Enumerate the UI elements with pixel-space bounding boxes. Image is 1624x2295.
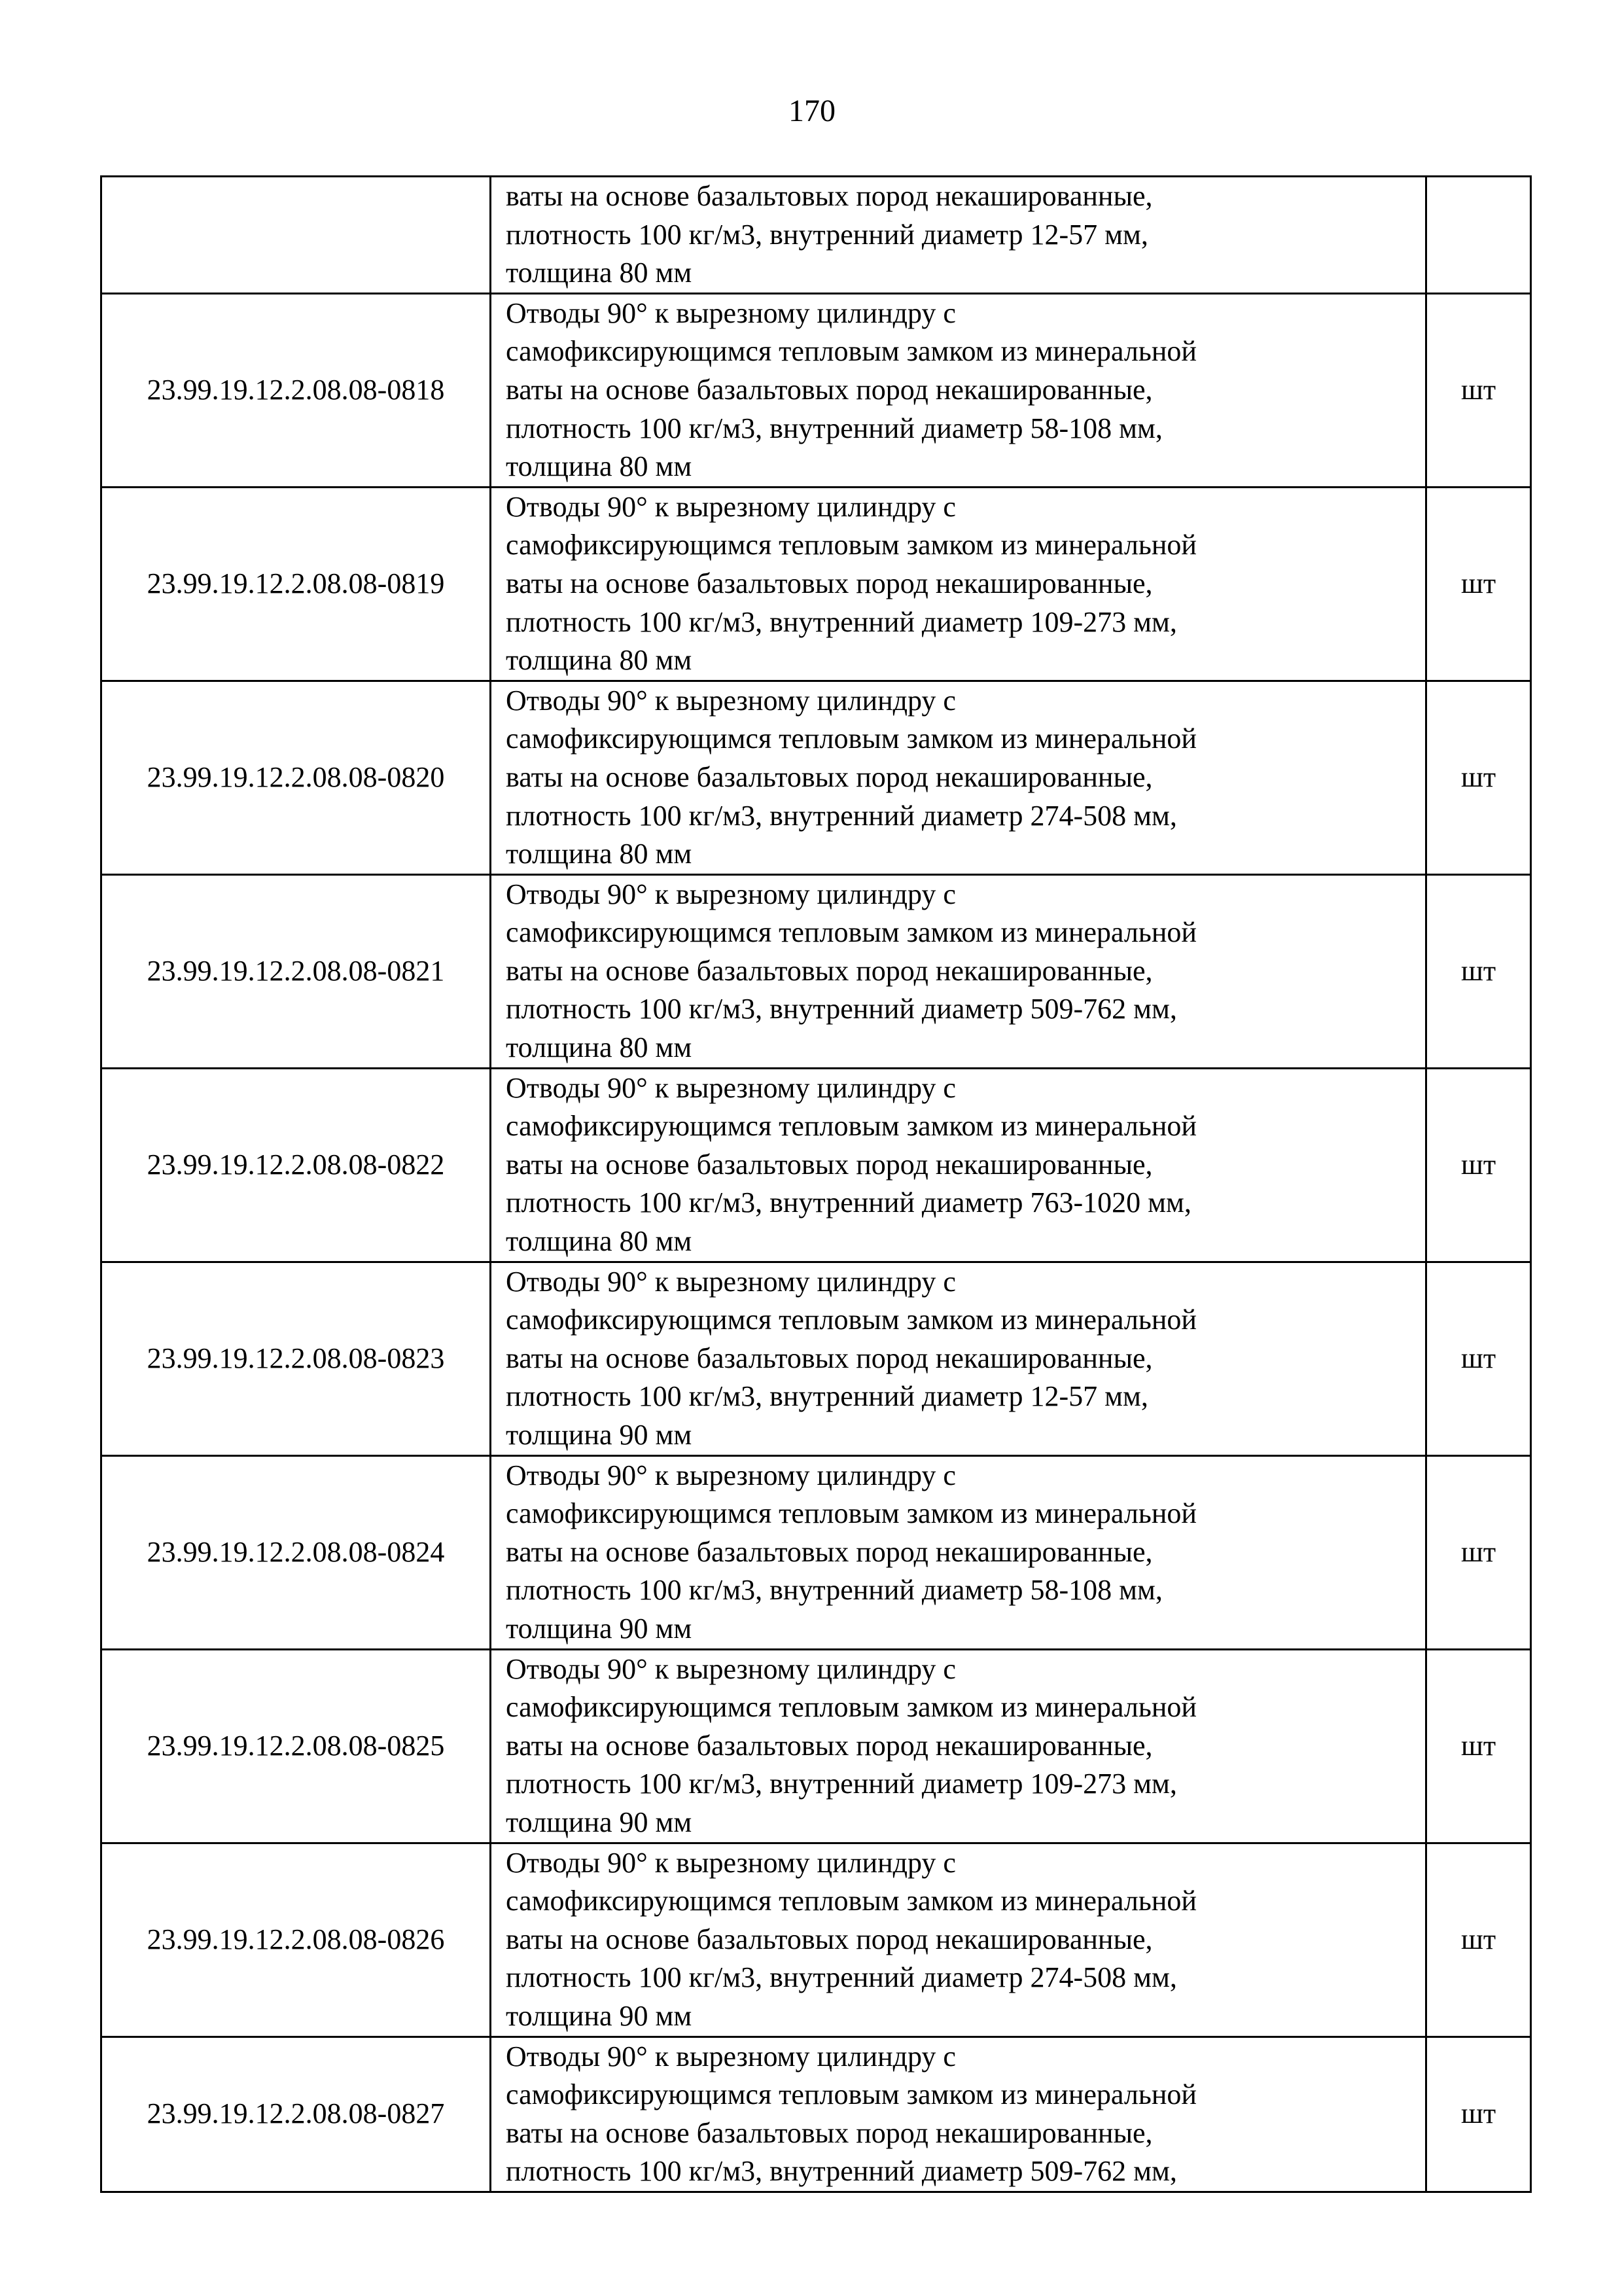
resource-code-cell: 23.99.19.12.2.08.08-0825 <box>101 1649 491 1843</box>
description-line: самофиксирующимся тепловым замком из минеральной <box>506 1304 1197 1336</box>
unit-cell: шт <box>1426 1455 1531 1649</box>
resource-description-cell <box>491 874 1426 1068</box>
description-line: толщина 90 мм <box>506 1419 692 1451</box>
description-line: толщина 90 мм <box>506 1806 692 1838</box>
description-line: ваты на основе базальтовых пород некашированные, <box>506 1535 1153 1568</box>
description-line: плотность 100 кг/м3, внутренний диаметр 509-762 мм, <box>506 2155 1177 2188</box>
description-line: самофиксирующимся тепловым замком из минеральной <box>506 1885 1197 1917</box>
resource-description-cell <box>491 177 1426 294</box>
description-line: ваты на основе базальтовых пород некашированные, <box>506 1342 1153 1374</box>
description-line: толщина 80 мм <box>506 450 692 483</box>
resource-description-cell <box>491 1843 1426 2037</box>
description-line: толщина 90 мм <box>506 1612 692 1645</box>
description-line: плотность 100 кг/м3, внутренний диаметр 58-108 мм, <box>506 412 1163 444</box>
description-line: Отводы 90° к вырезному цилиндру с <box>506 296 956 329</box>
table-row <box>101 1068 1531 1262</box>
unit-cell: шт <box>1426 1262 1531 1455</box>
description-line: плотность 100 кг/м3, внутренний диаметр 109-273 мм, <box>506 605 1177 638</box>
unit-cell <box>1426 177 1531 294</box>
unit-cell: шт <box>1426 1649 1531 1843</box>
description-line: Отводы 90° к вырезному цилиндру с <box>506 2040 956 2073</box>
description-line: самофиксирующимся тепловым замком из минеральной <box>506 335 1197 368</box>
description-line: ваты на основе базальтовых пород некашированные, <box>506 954 1153 987</box>
description-line: плотность 100 кг/м3, внутренний диаметр 763-1020 мм, <box>506 1186 1192 1219</box>
resource-code-cell: 23.99.19.12.2.08.08-0823 <box>101 1262 491 1455</box>
description-line: толщина 80 мм <box>506 1031 692 1064</box>
description-line: ваты на основе базальтовых пород некашированные, <box>506 760 1153 793</box>
description-line: Отводы 90° к вырезному цилиндру с <box>506 878 956 910</box>
description-line: ваты на основе базальтовых пород некашированные, <box>506 180 1153 212</box>
description-line: ваты на основе базальтовых пород некашированные, <box>506 1148 1153 1181</box>
table-row <box>101 2037 1531 2192</box>
table-row <box>101 681 1531 874</box>
unit-cell: шт <box>1426 293 1531 487</box>
table-row <box>101 293 1531 487</box>
unit-cell: шт <box>1426 1843 1531 2037</box>
resource-code-cell: 23.99.19.12.2.08.08-0821 <box>101 874 491 1068</box>
description-line: Отводы 90° к вырезному цилиндру с <box>506 490 956 523</box>
resource-description-cell <box>491 1455 1426 1649</box>
description-line: самофиксирующимся тепловым замком из минеральной <box>506 1497 1197 1530</box>
page-number: 170 <box>788 94 836 128</box>
table-row <box>101 874 1531 1068</box>
unit-cell: шт <box>1426 2037 1531 2192</box>
resource-description-cell <box>491 2037 1426 2192</box>
description-line: самофиксирующимся тепловым замком из минеральной <box>506 1110 1197 1143</box>
table-row <box>101 177 1531 294</box>
description-line: Отводы 90° к вырезному цилиндру с <box>506 1846 956 1879</box>
description-line: Отводы 90° к вырезному цилиндру с <box>506 1459 956 1491</box>
description-line: самофиксирующимся тепловым замком из минеральной <box>506 1691 1197 1724</box>
resource-description-cell <box>491 1649 1426 1843</box>
resource-code-cell: 23.99.19.12.2.08.08-0826 <box>101 1843 491 2037</box>
description-line: ваты на основе базальтовых пород некашированные, <box>506 567 1153 599</box>
resource-description-cell <box>491 1262 1426 1455</box>
description-line: плотность 100 кг/м3, внутренний диаметр 274-508 мм, <box>506 1961 1177 1994</box>
unit-cell: шт <box>1426 681 1531 874</box>
resource-code-cell: 23.99.19.12.2.08.08-0827 <box>101 2037 491 2192</box>
description-line: плотность 100 кг/м3, внутренний диаметр 274-508 мм, <box>506 799 1177 832</box>
description-line: плотность 100 кг/м3, внутренний диаметр 12-57 мм, <box>506 1380 1148 1413</box>
description-line: ваты на основе базальтовых пород некашированные, <box>506 373 1153 406</box>
resource-table <box>100 175 1532 2193</box>
table-row <box>101 1843 1531 2037</box>
table-row <box>101 1649 1531 1843</box>
unit-cell: шт <box>1426 487 1531 681</box>
description-line: Отводы 90° к вырезному цилиндру с <box>506 1265 956 1298</box>
resource-code-cell: 23.99.19.12.2.08.08-0820 <box>101 681 491 874</box>
resource-code-cell <box>101 177 491 294</box>
resource-description-cell <box>491 1068 1426 1262</box>
resource-code-cell: 23.99.19.12.2.08.08-0818 <box>101 293 491 487</box>
resource-code-cell: 23.99.19.12.2.08.08-0824 <box>101 1455 491 1649</box>
unit-cell: шт <box>1426 1068 1531 1262</box>
description-line: Отводы 90° к вырезному цилиндру с <box>506 1652 956 1685</box>
description-line: самофиксирующимся тепловым замком из минеральной <box>506 722 1197 755</box>
description-line: самофиксирующимся тепловым замком из минеральной <box>506 2078 1197 2111</box>
resource-code-cell: 23.99.19.12.2.08.08-0819 <box>101 487 491 681</box>
description-line: самофиксирующимся тепловым замком из минеральной <box>506 916 1197 949</box>
description-line: Отводы 90° к вырезному цилиндру с <box>506 1071 956 1104</box>
description-line: толщина 80 мм <box>506 1225 692 1258</box>
table-row <box>101 1262 1531 1455</box>
description-line: плотность 100 кг/м3, внутренний диаметр 109-273 мм, <box>506 1768 1177 1800</box>
description-line: ваты на основе базальтовых пород некашированные, <box>506 1923 1153 1955</box>
description-line: плотность 100 кг/м3, внутренний диаметр 58-108 мм, <box>506 1574 1163 1607</box>
description-line: ваты на основе базальтовых пород некашированные, <box>506 1729 1153 1762</box>
description-line: толщина 90 мм <box>506 1999 692 2032</box>
description-line: ваты на основе базальтовых пород некашированные, <box>506 2116 1153 2149</box>
table-row <box>101 1455 1531 1649</box>
description-line: толщина 80 мм <box>506 644 692 677</box>
resource-description-cell <box>491 681 1426 874</box>
resource-description-cell <box>491 487 1426 681</box>
description-line: самофиксирующимся тепловым замком из минеральной <box>506 529 1197 561</box>
description-line: Отводы 90° к вырезному цилиндру с <box>506 684 956 717</box>
description-line: толщина 80 мм <box>506 838 692 870</box>
description-line: плотность 100 кг/м3, внутренний диаметр 12-57 мм, <box>506 218 1148 251</box>
description-line: толщина 80 мм <box>506 257 692 289</box>
description-line: плотность 100 кг/м3, внутренний диаметр 509-762 мм, <box>506 993 1177 1025</box>
unit-cell: шт <box>1426 874 1531 1068</box>
table-row <box>101 487 1531 681</box>
resource-description-cell <box>491 293 1426 487</box>
resource-code-cell: 23.99.19.12.2.08.08-0822 <box>101 1068 491 1262</box>
